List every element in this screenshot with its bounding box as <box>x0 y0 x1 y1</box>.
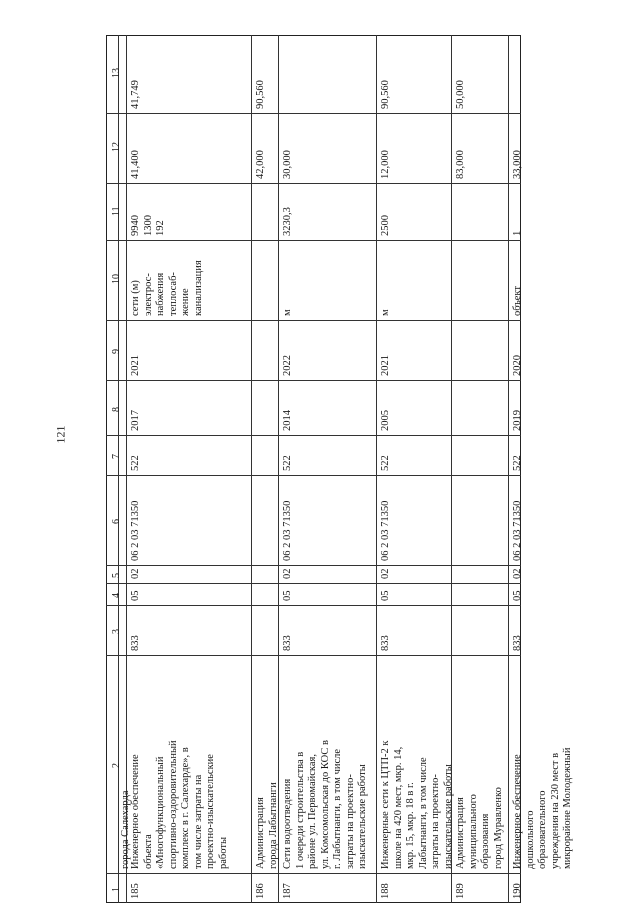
cell-col-12: 33,000 <box>512 150 523 179</box>
row-name: «Многофункциональный <box>155 756 166 869</box>
cell-col-11: 9940 <box>130 215 141 236</box>
cell-col-11: 3230,3 <box>282 207 293 236</box>
page-number-text: 121 <box>53 425 68 444</box>
column-header-13: 13 <box>111 68 122 78</box>
cell-col-5: 02 <box>512 568 523 579</box>
cell-col-10: м <box>380 309 391 316</box>
budget-table <box>106 35 573 903</box>
cell-col-3: 833 <box>130 635 141 651</box>
cell-col-6: 06 2 03 71350 <box>512 500 523 561</box>
row-name: микрорайоне Молодежный <box>562 747 573 869</box>
cell-col-13: 90,560 <box>255 80 266 109</box>
cell-col-11: 1300 <box>142 215 154 236</box>
cell-col-4: 05 <box>282 590 293 601</box>
column-header-8: 8 <box>111 406 122 412</box>
cell-col-8: 2005 <box>380 410 391 431</box>
column-header-11: 11 <box>111 205 122 216</box>
cell-col-4: 05 <box>380 590 391 601</box>
row-name: объекта <box>142 834 154 869</box>
cell-col-13: 50,000 <box>455 80 466 109</box>
cell-col-7: 522 <box>380 455 391 471</box>
grid-line-horizontal <box>106 240 521 241</box>
cell-col-12: 42,000 <box>255 150 266 179</box>
row-name: мкр. 15, мкр. 18 в г. <box>405 782 416 869</box>
cell-col-6: 06 2 03 71350 <box>130 500 141 561</box>
row-name: муниципального <box>467 794 479 869</box>
row-name: работы <box>217 836 229 869</box>
cell-col-9: 2020 <box>512 355 523 376</box>
row-name: затраты на проектно- <box>344 774 356 869</box>
cell-col-8: 2014 <box>282 410 293 431</box>
row-name: школе на 420 мест, мкр. 14, <box>392 746 404 869</box>
page-number <box>54 427 68 442</box>
grid-line-horizontal <box>106 475 521 476</box>
row-number: 187 <box>282 883 293 899</box>
column-header-10: 10 <box>111 274 122 284</box>
row-name: города Лабытнанги <box>267 782 279 869</box>
group-label: города Салехарда <box>120 790 131 869</box>
grid-line-horizontal <box>106 435 521 436</box>
row-name: том числе затраты на <box>192 774 204 869</box>
row-name: Инженерное обеспечение <box>512 754 523 869</box>
row-number: 185 <box>130 883 141 899</box>
cell-col-9: 2022 <box>282 355 293 376</box>
grid-line-vertical <box>376 35 377 903</box>
column-header-5: 5 <box>111 573 122 578</box>
grid-line-horizontal <box>106 183 521 184</box>
row-number: 186 <box>255 883 266 899</box>
cell-col-11: 192 <box>155 220 166 236</box>
row-name: Администрация <box>255 797 266 869</box>
row-name: комплекс в г. Салехарде», в <box>180 747 191 869</box>
cell-col-6: 06 2 03 71350 <box>282 500 293 561</box>
grid-line-vertical <box>251 35 252 903</box>
grid-line-horizontal <box>106 380 521 381</box>
grid-line-horizontal <box>106 655 521 656</box>
cell-col-7: 522 <box>130 455 141 471</box>
column-header-12: 12 <box>111 142 122 152</box>
cell-col-13: 41,749 <box>130 80 141 109</box>
cell-col-12: 30,000 <box>282 150 293 179</box>
row-name: город Муравленко <box>492 787 504 869</box>
row-name: Лабытнанги, в том числе <box>417 757 429 869</box>
row-name: затраты на проектно- <box>430 774 441 869</box>
column-header-6: 6 <box>111 519 122 524</box>
row-name: дошкольного <box>524 810 536 869</box>
row-name: Администрация <box>455 797 466 869</box>
row-name: Инженерные сети к ЦТП-2 к <box>380 740 391 869</box>
cell-col-9: 2021 <box>130 355 141 376</box>
cell-col-11: 1 <box>512 230 523 236</box>
grid-line-horizontal <box>106 605 521 606</box>
column-header-4: 4 <box>111 593 122 598</box>
cell-col-10: канализация <box>192 260 204 316</box>
grid-line-vertical <box>126 35 127 903</box>
cell-col-10: теплосаб- <box>167 272 179 316</box>
column-header-3: 3 <box>111 629 122 634</box>
row-name: проектно-изыскательские <box>205 754 216 869</box>
row-name: ул. Комсомольская до КОС в <box>319 740 331 869</box>
column-header-2: 2 <box>111 763 122 768</box>
cell-col-11: 2500 <box>380 215 391 236</box>
row-number: 190 <box>512 883 523 899</box>
row-name: г. Лабытнанги, в том числе <box>332 748 343 869</box>
cell-col-8: 2019 <box>512 410 523 431</box>
row-name: спортивно-оздоровительный <box>167 740 179 869</box>
cell-col-7: 522 <box>282 455 293 471</box>
grid-line-vertical <box>278 35 279 903</box>
cell-col-4: 05 <box>512 590 523 601</box>
cell-col-12: 41,400 <box>130 150 141 179</box>
cell-col-5: 02 <box>380 568 391 579</box>
cell-col-13: 90,560 <box>380 80 391 109</box>
row-name: Сети водоотведения <box>282 778 293 869</box>
row-name: районе ул. Первомайская, <box>307 754 318 869</box>
cell-col-3: 833 <box>380 635 391 651</box>
cell-col-3: 833 <box>282 635 293 651</box>
cell-col-9: 2021 <box>380 355 391 376</box>
row-name: изыскательские работы <box>357 764 368 869</box>
row-name: образовательного <box>537 790 548 869</box>
cell-col-10: м <box>282 309 293 316</box>
row-name: Инженерное обеспечение <box>130 754 141 869</box>
grid-line-horizontal <box>106 583 521 584</box>
row-name: 1 очереди строительства в <box>294 751 306 869</box>
cell-col-4: 05 <box>130 590 141 601</box>
row-number: 189 <box>455 883 466 899</box>
column-header-1: 1 <box>111 887 122 892</box>
grid-line-horizontal <box>106 320 521 321</box>
cell-col-10: электрос- <box>142 273 154 316</box>
grid-line-horizontal <box>106 113 521 114</box>
grid-line-vertical <box>508 35 509 903</box>
row-name: изыскательские работы <box>442 764 454 869</box>
grid-line-horizontal <box>106 873 521 874</box>
cell-col-10: набжения <box>155 272 166 316</box>
cell-col-10: сети (м) <box>130 280 141 316</box>
row-name: образования <box>480 813 491 869</box>
cell-col-10: жение <box>180 288 191 316</box>
cell-col-12: 83,000 <box>455 150 466 179</box>
cell-col-10: объект <box>512 286 523 316</box>
grid-line-horizontal <box>106 565 521 566</box>
cell-col-12: 12,000 <box>380 150 391 179</box>
column-header-7: 7 <box>111 454 122 459</box>
cell-col-5: 02 <box>130 568 141 579</box>
row-name: учреждения на 230 мест в <box>549 752 561 869</box>
grid-line-vertical <box>118 35 119 903</box>
column-header-9: 9 <box>111 349 122 354</box>
cell-col-6: 06 2 03 71350 <box>380 500 391 561</box>
cell-col-7: 522 <box>512 455 523 471</box>
cell-col-5: 02 <box>282 568 293 579</box>
row-number: 188 <box>380 883 391 899</box>
cell-col-8: 2017 <box>130 410 141 431</box>
cell-col-3: 833 <box>512 635 523 651</box>
